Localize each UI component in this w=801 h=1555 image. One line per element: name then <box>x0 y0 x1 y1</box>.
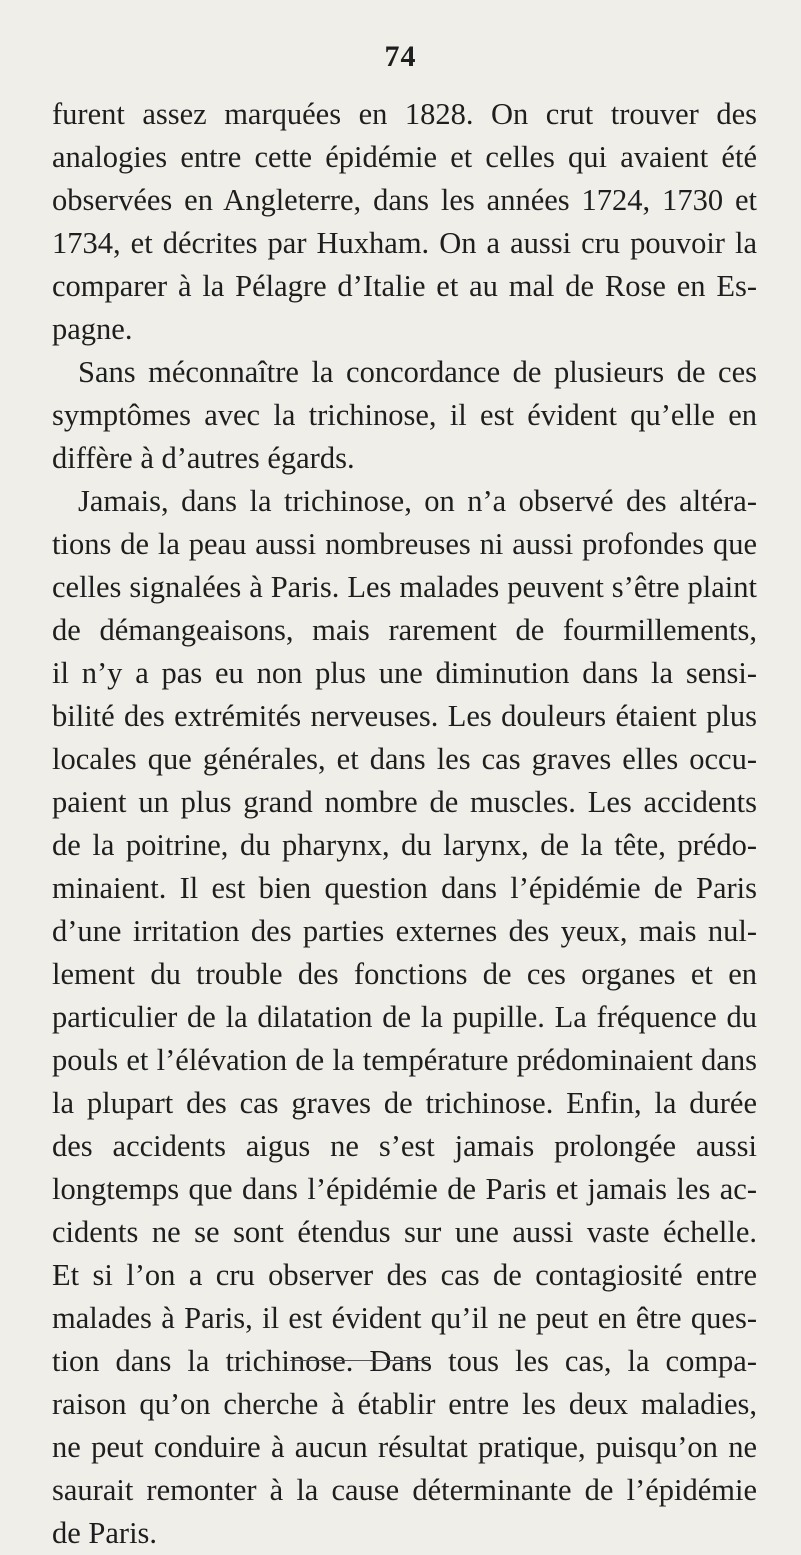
text-line: ne peut conduire à aucun résultat pratique, puisqu’on ne <box>52 1430 757 1464</box>
text-line: Sans méconnaître la concordance de plusieurs de ces <box>78 355 757 389</box>
text-line: diffère à d’autres égards. <box>52 441 355 475</box>
text-line: d’une irritation des parties externes des yeux, mais nul- <box>52 914 757 948</box>
text-line: la plupart des cas graves de trichinose. Enfin, la durée <box>52 1086 757 1120</box>
footer-divider <box>290 1360 430 1361</box>
text-line: pagne. <box>52 312 133 346</box>
text-line: saurait remonter à la cause déterminante de l’épidémie <box>52 1473 757 1507</box>
text-line: de la poitrine, du pharynx, du larynx, de la tête, prédo- <box>52 828 757 862</box>
text-line: Et si l’on a cru observer des cas de contagiosité entre <box>52 1258 757 1292</box>
text-line: raison qu’on cherche à établir entre les deux maladies, <box>52 1387 757 1421</box>
text-line: cidents ne se sont étendus sur une aussi vaste échelle. <box>52 1215 757 1249</box>
text-line: Jamais, dans la trichinose, on n’a observé des altéra- <box>78 484 757 518</box>
text-line: tion dans la trichinose. Dans tous les cas, la compa- <box>52 1344 757 1378</box>
text-line: symptômes avec la trichinose, il est évident qu’elle en <box>52 398 757 432</box>
text-line: tions de la peau aussi nombreuses ni aussi profondes que <box>52 527 757 561</box>
text-line: celles signalées à Paris. Les malades peuvent s’être plaint <box>52 570 757 604</box>
text-line: de démangeaisons, mais rarement de fourmillements, <box>52 613 757 647</box>
body-text <box>52 93 757 1555</box>
text-line: il n’y a pas eu non plus une diminution dans la sensi- <box>52 656 757 690</box>
text-line: paient un plus grand nombre de muscles. Les accidents <box>52 785 757 819</box>
text-line: locales que générales, et dans les cas graves elles occu- <box>52 742 757 776</box>
text-line: minaient. Il est bien question dans l’épidémie de Paris <box>52 871 757 905</box>
text-line: de Paris. <box>52 1516 158 1550</box>
text-line: bilité des extrémités nerveuses. Les douleurs étaient plus <box>52 699 757 733</box>
page-number: 74 <box>384 40 417 73</box>
text-line: lement du trouble des fonctions de ces organes et en <box>52 957 757 991</box>
text-line: furent assez marquées en 1828. On crut trouver des <box>52 97 757 131</box>
text-line: particulier de la dilatation de la pupille. La fréquence du <box>52 1000 757 1034</box>
text-line: longtemps que dans l’épidémie de Paris et jamais les ac- <box>52 1172 757 1206</box>
text-line: des accidents aigus ne s’est jamais prolongée aussi <box>52 1129 757 1163</box>
text-line: malades à Paris, il est évident qu’il ne peut en être ques- <box>52 1301 757 1335</box>
text-line: observées en Angleterre, dans les années 1724, 1730 et <box>52 183 757 217</box>
text-line: analogies entre cette épidémie et celles qui avaient été <box>52 140 757 174</box>
text-line: pouls et l’élévation de la température prédominaient dans <box>52 1043 757 1077</box>
text-line: 1734, et décrites par Huxham. On a aussi cru pouvoir la <box>52 226 757 260</box>
text-line: comparer à la Pélagre d’Italie et au mal de Rose en Es- <box>52 269 757 303</box>
